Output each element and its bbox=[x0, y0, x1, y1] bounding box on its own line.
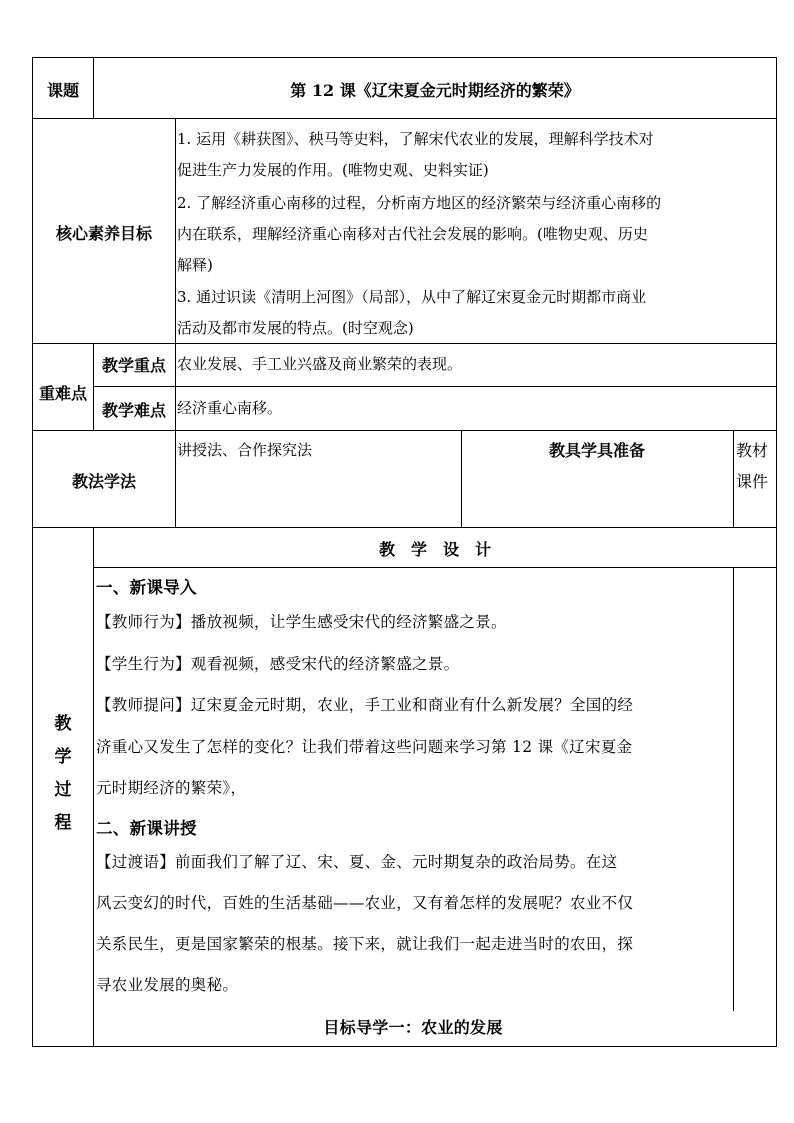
goals-line: 促进生产力发展的作用。(唯物史观、史料实证) bbox=[177, 161, 489, 179]
key-point-label: 教学重点 bbox=[101, 356, 166, 375]
lesson-title: 第 12 课《辽宋夏金元时期经济的繁荣》 bbox=[290, 81, 580, 100]
divider bbox=[175, 343, 176, 527]
hard-point-text: 经济重心南移。 bbox=[177, 399, 283, 417]
question-line: 【教师提问】辽宋夏金元时期，农业，手工业和商业有什么新发展？全国的经 bbox=[96, 696, 634, 714]
prep-label: 教具学具准备 bbox=[548, 441, 645, 460]
goals-line: 3. 通过识读《清明上河图》（局部），从中了解辽宋夏金元时期都市商业 bbox=[177, 288, 647, 306]
goals-label: 核心素养目标 bbox=[55, 224, 152, 243]
teacher-action: 【教师行为】播放视频，让学生感受宋代的经济繁盛之景。 bbox=[96, 613, 507, 631]
divider bbox=[175, 118, 176, 343]
section-heading: 一、新课导入 bbox=[96, 578, 197, 597]
topic-label: 课题 bbox=[46, 81, 79, 100]
goals-line: 2. 了解经济重心南移的过程，分析南方地区的经济繁荣与经济重心南移的 bbox=[177, 194, 662, 212]
prep-item: 课件 bbox=[736, 472, 769, 491]
process-label-char: 过 bbox=[54, 780, 72, 800]
process-label-char: 程 bbox=[54, 813, 72, 833]
process-label-char: 学 bbox=[54, 747, 72, 767]
goals-line: 活动及都市发展的特点。(时空观念) bbox=[177, 319, 414, 337]
section-heading: 二、新课讲授 bbox=[96, 819, 197, 838]
goals-line: 1. 运用《耕获图》、秧马等史料，了解宋代农业的发展，理解科学技术对 bbox=[177, 130, 654, 148]
goals-line: 内在联系，理解经济重心南移对古代社会发展的影响。(唯物史观、历史 bbox=[177, 225, 648, 243]
question-line: 济重心又发生了怎样的变化？让我们带着这些问题来学习第 12 课《辽宋夏金 bbox=[96, 738, 633, 756]
divider bbox=[733, 430, 734, 527]
methods-text: 讲授法、合作探究法 bbox=[177, 441, 313, 459]
process-label bbox=[33, 708, 93, 840]
divider bbox=[32, 118, 777, 119]
question-line: 元时期经济的繁荣》， bbox=[96, 779, 247, 797]
key-point-text: 农业发展、手工业兴盛及商业繁荣的表现。 bbox=[177, 355, 463, 373]
hard-point-label: 教学难点 bbox=[101, 401, 166, 420]
transition-line: 【过渡语】前面我们了解了辽、宋、夏、金、元时期复杂的政治局势。在这 bbox=[96, 853, 618, 871]
student-action: 【学生行为】观看视频，感受宋代的经济繁盛之景。 bbox=[96, 655, 460, 673]
divider bbox=[32, 430, 777, 431]
methods-label: 教法学法 bbox=[71, 472, 136, 491]
divider bbox=[93, 527, 94, 1047]
divider bbox=[93, 386, 777, 387]
divider bbox=[93, 567, 777, 568]
goal-heading: 目标导学一：农业的发展 bbox=[323, 1018, 503, 1037]
design-title: 教 学 设 计 bbox=[378, 540, 491, 559]
goals-line: 解释) bbox=[177, 256, 213, 274]
divider bbox=[733, 567, 734, 1011]
transition-line: 风云变幻的时代，百姓的生活基础——农业，又有着怎样的发展呢？农业不仅 bbox=[96, 894, 634, 912]
difficulty-label: 重难点 bbox=[38, 384, 87, 403]
transition-line: 关系民生，更是国家繁荣的根基。接下来，就让我们一起走进当时的农田，探 bbox=[96, 935, 634, 953]
transition-line: 寻农业发展的奥秘。 bbox=[96, 976, 239, 994]
process-label-char: 教 bbox=[54, 714, 72, 734]
prep-item: 教材 bbox=[736, 441, 769, 460]
divider bbox=[32, 527, 777, 528]
